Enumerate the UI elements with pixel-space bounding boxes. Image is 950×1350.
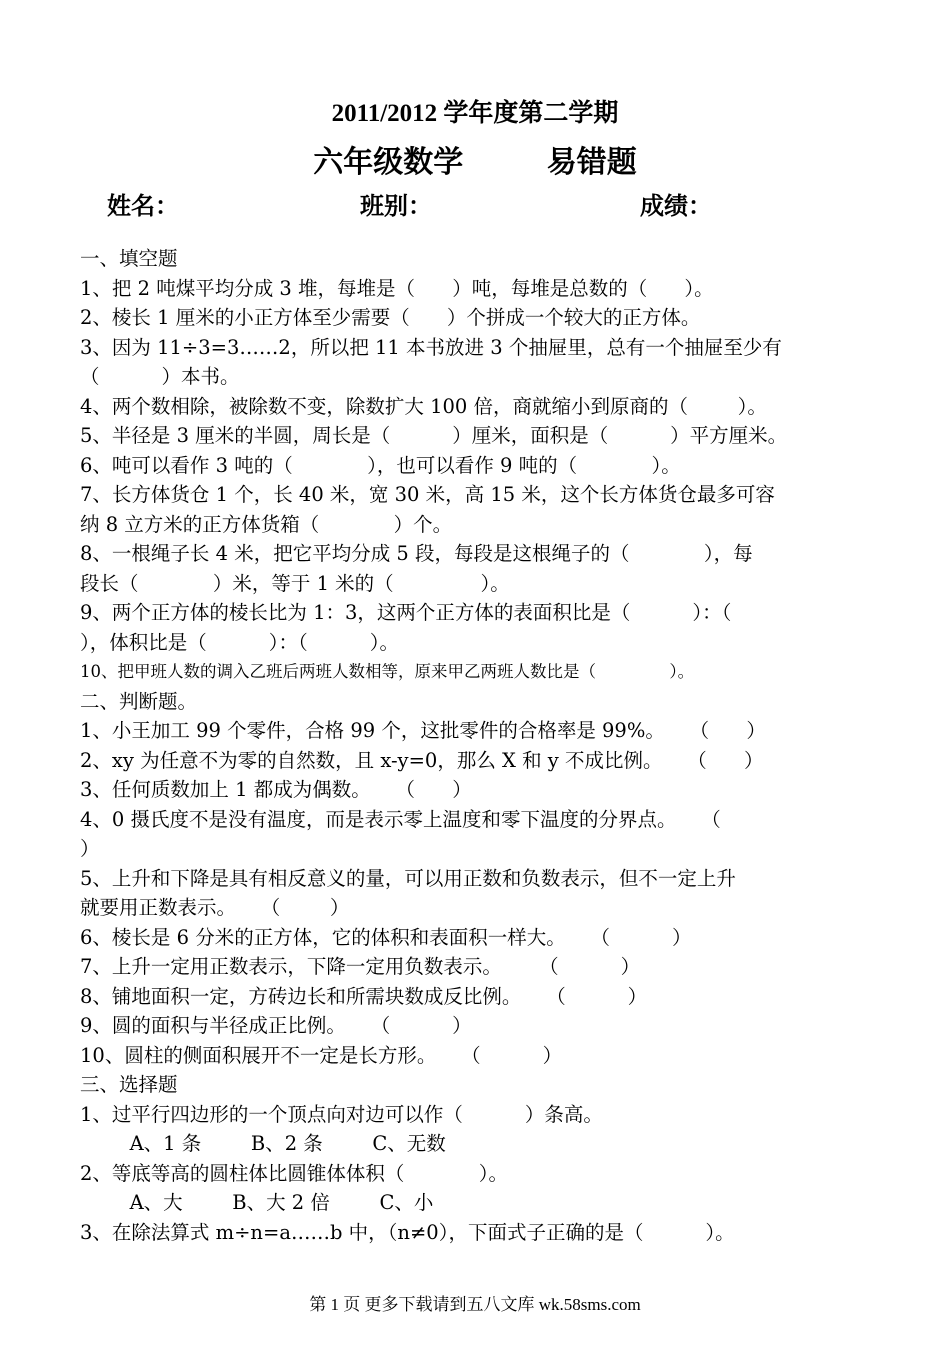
name-label: 姓名： [107, 192, 179, 220]
score-label: 成绩： [640, 192, 712, 220]
question-line: 6、吨可以看作 3 吨的（ ），也可以看作 9 吨的（ ）。 [80, 453, 681, 477]
question-line: 1、把 2 吨煤平均分成 3 堆，每堆是（ ）吨，每堆是总数的（ ）。 [80, 276, 714, 300]
section-heading-multiple-choice: 三、选择题 [80, 1073, 178, 1096]
choice-options: A、1 条 B、2 条 C、无数 [80, 1132, 446, 1155]
question-line: 4、0 摄氏度不是没有温度，而是表示零上温度和零下温度的分界点。 （ [80, 807, 721, 831]
question-line: 10、圆柱的侧面积展开不一定是长方形。 （ ） [80, 1043, 563, 1067]
question-line: 2、等底等高的圆柱体比圆锥体体积（ ）。 [80, 1161, 509, 1185]
question-line: 7、长方体货仓 1 个，长 40 米，宽 30 米，高 15 米，这个长方体货仓最多可容 [80, 483, 775, 506]
question-line: 1、小王加工 99 个零件，合格 99 个，这批零件的合格率是 99%。 （ ） [80, 719, 766, 742]
question-line: 2、xy 为任意不为零的自然数，且 x-y=0，那么 X 和 y 不成比例。 （ ） [80, 748, 764, 772]
question-list [80, 244, 880, 1247]
question-line: 8、一根绳子长 4 米，把它平均分成 5 段，每段是这根绳子的（ ），每 [80, 542, 753, 565]
question-line: 8、铺地面积一定，方砖边长和所需块数成反比例。 （ ） [80, 984, 648, 1008]
question-line: 就要用正数表示。 （ ） [80, 896, 350, 919]
choice-options: A、大 B、大 2 倍 C、小 [80, 1191, 434, 1214]
question-line: 3、任何质数加上 1 都成为偶数。 （ ） [80, 778, 472, 801]
page-footer: 第 1 页 更多下载请到五八文库 wk.58sms.com [309, 1295, 641, 1314]
question-line: 7、上升一定用正数表示，下降一定用负数表示。 （ ） [80, 955, 641, 978]
question-line: （ ）本书。 [80, 365, 240, 388]
question-line: 9、圆的面积与半径成正比例。 （ ） [80, 1014, 472, 1037]
document-title: 2011/2012 学年度第二学期 [331, 100, 619, 127]
question-line: 10、把甲班人数的调入乙班后两班人数相等，原来甲乙两班人数比是（ ）。 [80, 662, 695, 681]
question-line: 2、棱长 1 厘米的小正方体至少需要（ ）个拼成一个较大的正方体。 [80, 306, 701, 329]
section-heading-true-false: 二、判断题。 [80, 689, 198, 713]
class-label: 班别： [360, 192, 432, 220]
question-line: 纳 8 立方米的正方体货箱（ ）个。 [80, 512, 453, 536]
question-line: ） [80, 837, 100, 860]
question-line: 3、在除法算式 m÷n=a……b 中，（n≠0），下面式子正确的是（ ）。 [80, 1220, 735, 1244]
question-line: 4、两个数相除，被除数不变，除数扩大 100 倍，商就缩小到原商的（ ）。 [80, 394, 767, 418]
question-line: 5、上升和下降是具有相反意义的量，可以用正数和负数表示，但不一定上升 [80, 866, 736, 890]
question-line: 段长（ ）米，等于 1 米的（ ）。 [80, 571, 510, 595]
document-subtitle: 六年级数学 易错题 [313, 145, 637, 180]
question-line: ），体积比是（ ）：（ ）。 [80, 630, 399, 654]
question-line: 1、过平行四边形的一个顶点向对边可以作（ ）条高。 [80, 1102, 603, 1126]
question-line: 9、两个正方体的棱长比为 1：3，这两个正方体的表面积比是（ ）：（ [80, 601, 732, 624]
section-heading-fill-blank: 一、填空题 [80, 247, 178, 270]
question-line: 3、因为 11÷3=3……2，所以把 11 本书放进 3 个抽屉里，总有一个抽屉至少有 [80, 335, 782, 359]
question-line: 6、棱长是 6 分米的正方体，它的体积和表面积一样大。 （ ） [80, 925, 692, 949]
question-line: 5、半径是 3 厘米的半圆，周长是（ ）厘米，面积是（ ）平方厘米。 [80, 424, 788, 447]
